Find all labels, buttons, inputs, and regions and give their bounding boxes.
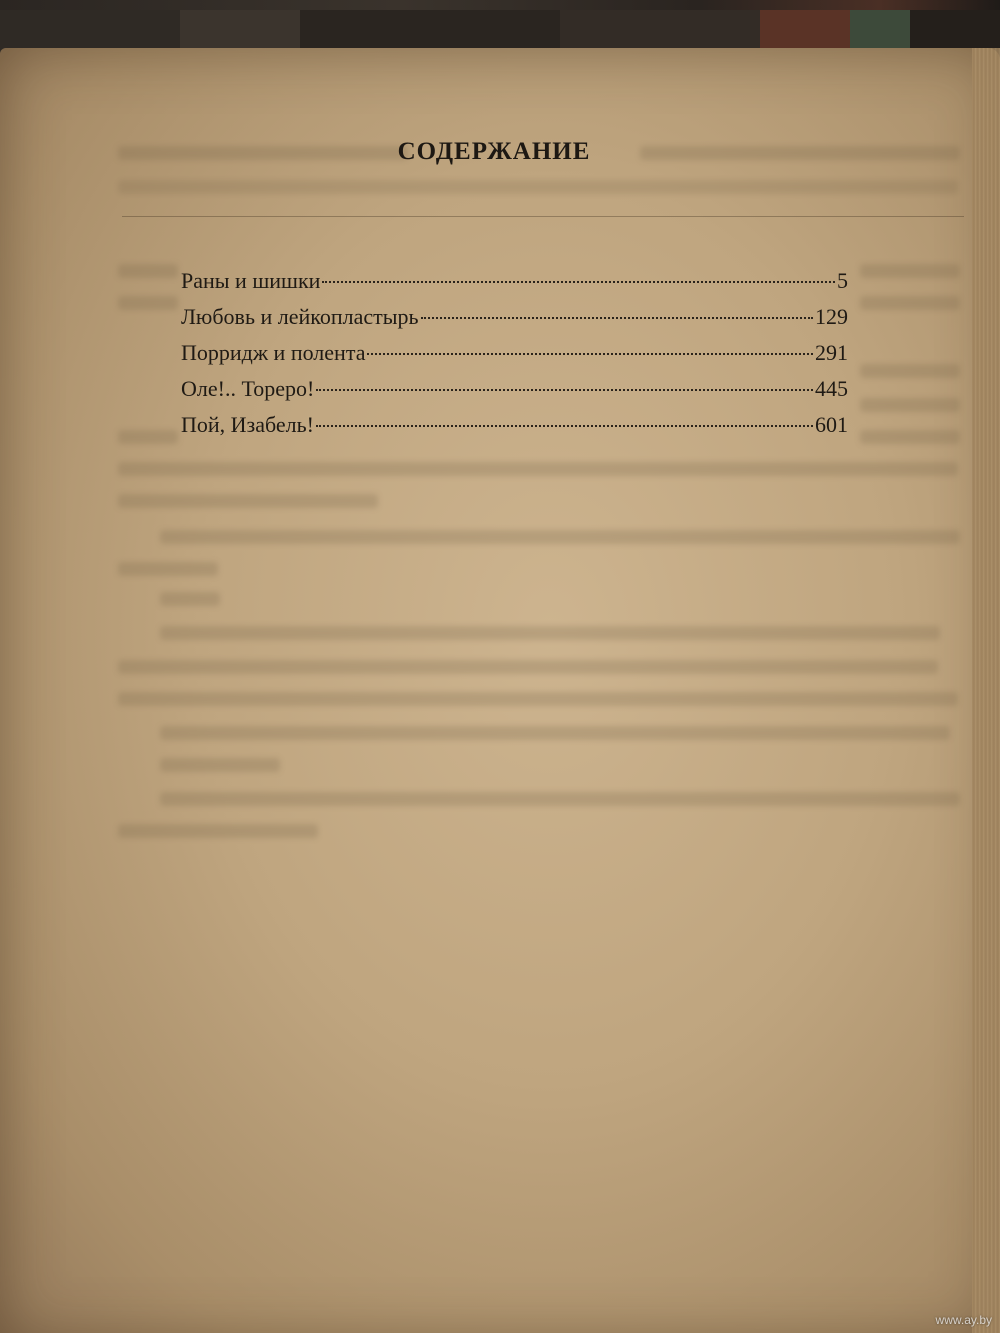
toc-entry-page: 129 bbox=[815, 304, 848, 329]
page-heading: СОДЕРЖАНИЕ bbox=[397, 138, 591, 165]
toc-entry-title: Раны и шишки bbox=[181, 268, 321, 293]
toc-entry-page: 291 bbox=[815, 340, 848, 365]
toc-entry-title: Оле!.. Тореро! bbox=[181, 376, 315, 401]
toc-entry bbox=[181, 376, 848, 412]
toc-entry bbox=[181, 268, 848, 304]
toc-dot-leader bbox=[421, 317, 813, 319]
page-stack-edge bbox=[972, 48, 1000, 1333]
toc-entry-page: 5 bbox=[837, 268, 848, 293]
book-page bbox=[0, 48, 1000, 1333]
toc-dot-leader bbox=[367, 353, 813, 355]
toc-entry-title: Любовь и лейкопластырь bbox=[181, 304, 419, 329]
toc-entry-title: Порридж и полента bbox=[181, 340, 366, 365]
toc-entry-title: Пой, Изабель! bbox=[181, 412, 315, 437]
toc-dot-leader bbox=[322, 281, 835, 283]
toc-entry bbox=[181, 412, 848, 448]
toc-dot-leader bbox=[316, 425, 813, 427]
toc-dot-leader bbox=[316, 389, 813, 391]
header-rule bbox=[122, 216, 964, 217]
table-of-contents bbox=[181, 268, 848, 448]
toc-entry bbox=[181, 304, 848, 340]
toc-entry-page: 445 bbox=[815, 376, 848, 401]
site-watermark: www.ay.by bbox=[935, 1313, 992, 1327]
toc-entry bbox=[181, 340, 848, 376]
toc-entry-page: 601 bbox=[815, 412, 848, 437]
